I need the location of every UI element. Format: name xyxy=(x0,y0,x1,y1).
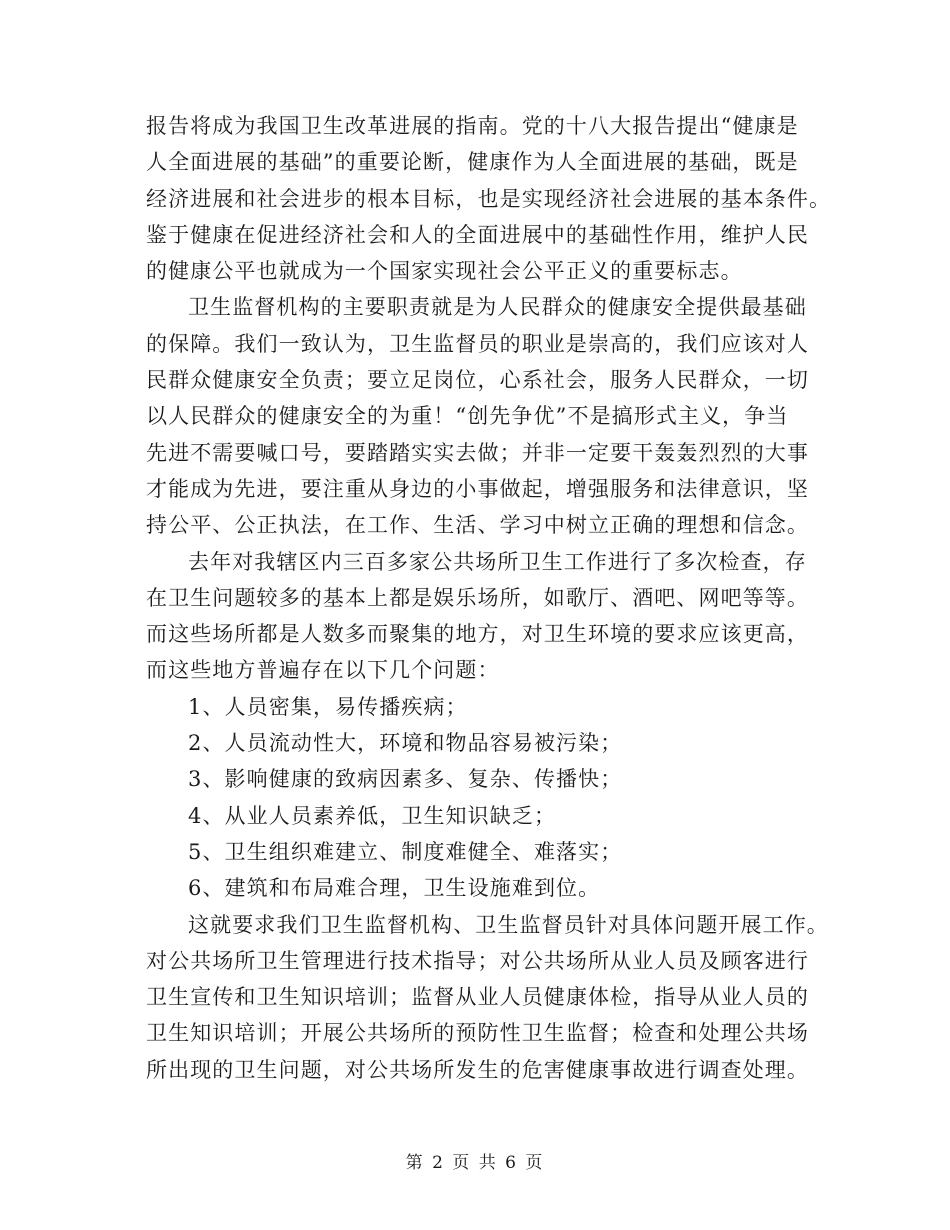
page-number-footer: 第 2 页 共 6 页 xyxy=(405,1153,545,1173)
text-line: 持公平、公正执法，在工作、生活、学习中树立正确的理想和信念。 xyxy=(146,513,809,538)
text-line: 鉴于健康在促进经济社会和人的全面进展中的基础性作用，维护人民 xyxy=(146,222,809,247)
text-line: 而这些场所都是人数多而聚集的地方，对卫生环境的要求应该更高， xyxy=(146,622,809,647)
text-line: 民群众健康安全负责；要立足岗位，心系社会，服务人民群众，一切 xyxy=(146,368,809,393)
text-line: 报告将成为我国卫生改革进展的指南。党的十八大报告提出“健康是 xyxy=(146,114,799,138)
list-item: 6、建筑和布局难合理，卫生设施难到位。 xyxy=(188,876,601,901)
text-line: 在卫生问题较多的基本上都是娱乐场所，如歌厅、酒吧、网吧等等。 xyxy=(146,585,809,610)
list-item: 3、影响健康的致病因素多、复杂、传播快； xyxy=(188,767,623,792)
text-line: 的保障。我们一致认为，卫生监督员的职业是崇高的，我们应该对人 xyxy=(146,331,809,356)
list-item: 1、人员密集，易传播疾病； xyxy=(188,694,468,719)
text-line: 对公共场所卫生管理进行技术指导；对公共场所从业人员及顾客进行 xyxy=(146,948,809,973)
text-line: 才能成为先进，要注重从身边的小事做起，增强服务和法律意识，坚 xyxy=(146,476,809,501)
text-line: 的健康公平也就成为一个国家实现社会公平正义的重要标志。 xyxy=(146,259,743,284)
list-item: 2、人员流动性大，环境和物品容易被污染； xyxy=(188,731,623,756)
text-line: 所出现的卫生问题，对公共场所发生的危害健康事故进行调查处理。 xyxy=(146,1057,809,1082)
list-item: 4、从业人员素养低，卫生知识缺乏； xyxy=(188,803,557,828)
text-line: 以人民群众的健康安全的为重！“创先争优”不是搞形式主义，争当 xyxy=(146,404,789,429)
text-line: 而这些地方普遍存在以下几个问题： xyxy=(146,658,500,683)
text-line: 先进不需要喊口号，要踏踏实实去做；并非一定要干轰轰烈烈的大事 xyxy=(146,440,809,465)
text-line: 卫生知识培训；开展公共场所的预防性卫生监督；检查和处理公共场 xyxy=(146,1021,809,1046)
text-line: 经济进展和社会进步的根本目标，也是实现经济社会进展的基本条件。 xyxy=(146,186,832,211)
document-body xyxy=(146,108,832,1088)
paragraph-start-line: 去年对我辖区内三百多家公共场所卫生工作进行了多次检查，存 xyxy=(188,549,807,574)
text-line: 卫生宣传和卫生知识培训；监督从业人员健康体检，指导从业人员的 xyxy=(146,985,809,1010)
list-item: 5、卫生组织难建立、制度难健全、难落实； xyxy=(188,839,623,864)
text-line: 人全面进展的基础”的重要论断，健康作为人全面进展的基础，既是 xyxy=(146,150,799,175)
paragraph-start-line: 卫生监督机构的主要职责就是为人民群众的健康安全提供最基础 xyxy=(188,295,807,320)
paragraph-start-line: 这就要求我们卫生监督机构、卫生监督员针对具体问题开展工作。 xyxy=(188,912,829,937)
